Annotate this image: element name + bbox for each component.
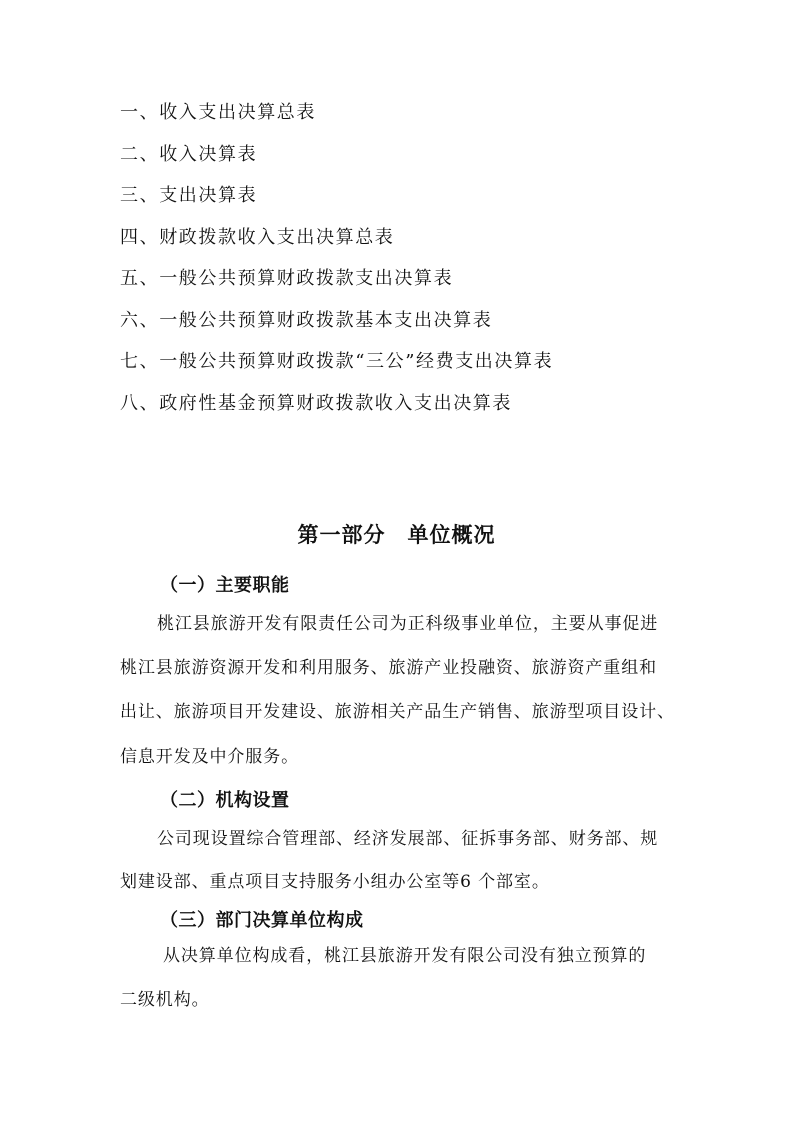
paragraph-line: 桃江县旅游开发有限责任公司为正科级事业单位，主要从事促进 [157,614,659,634]
paragraph-line: 划建设部、重点项目支持服务小组办公室等6 个部室。 [120,872,550,892]
table-of-contents [120,103,553,435]
toc-item: 三、支出决算表 [120,185,258,206]
toc-item: 八、政府性基金预算财政拨款收入支出决算表 [120,392,512,414]
paragraph-line: 桃江县旅游资源开发和利用服务、旅游产业投融资、旅游资产重组和 [120,658,657,678]
section-heading-organization: （二）机构设置 [160,790,290,811]
toc-item: 二、收入决算表 [120,143,258,165]
toc-item: 六、一般公共预算财政拨款基本支出决算表 [120,309,493,331]
section-heading-unit-composition: （三）部门决算单位构成 [160,910,364,931]
part-title-number: 第一部分 [297,523,386,547]
paragraph-line: 出让、旅游项目开发建设、旅游相关产品生产销售、旅游型项目设计、 [120,702,675,722]
toc-item: 七、一般公共预算财政拨款“三公”经费支出决算表 [120,351,554,372]
toc-item: 一、收入支出决算总表 [120,102,316,123]
paragraph-main-functions [120,614,676,767]
toc-item: 五、一般公共预算财政拨款支出决算表 [120,268,454,289]
paragraph-line: 公司现设置综合管理部、经济发展部、征拆事务部、财务部、规 [157,829,659,849]
paragraph-line: 信息开发及中介服务。 [120,747,299,767]
paragraph-line: 从决算单位构成看，桃江县旅游开发有限公司没有独立预算的 [163,946,647,966]
paragraph-organization [120,829,676,892]
section-heading-main-functions: （一）主要职能 [160,575,290,596]
part-title-text: 单位概况 [407,523,496,547]
paragraph-line: 二级机构。 [120,990,210,1010]
toc-item: 四、财政拨款收入支出决算总表 [120,226,395,248]
paragraph-unit-composition [120,946,676,1010]
part-title [0,519,793,549]
